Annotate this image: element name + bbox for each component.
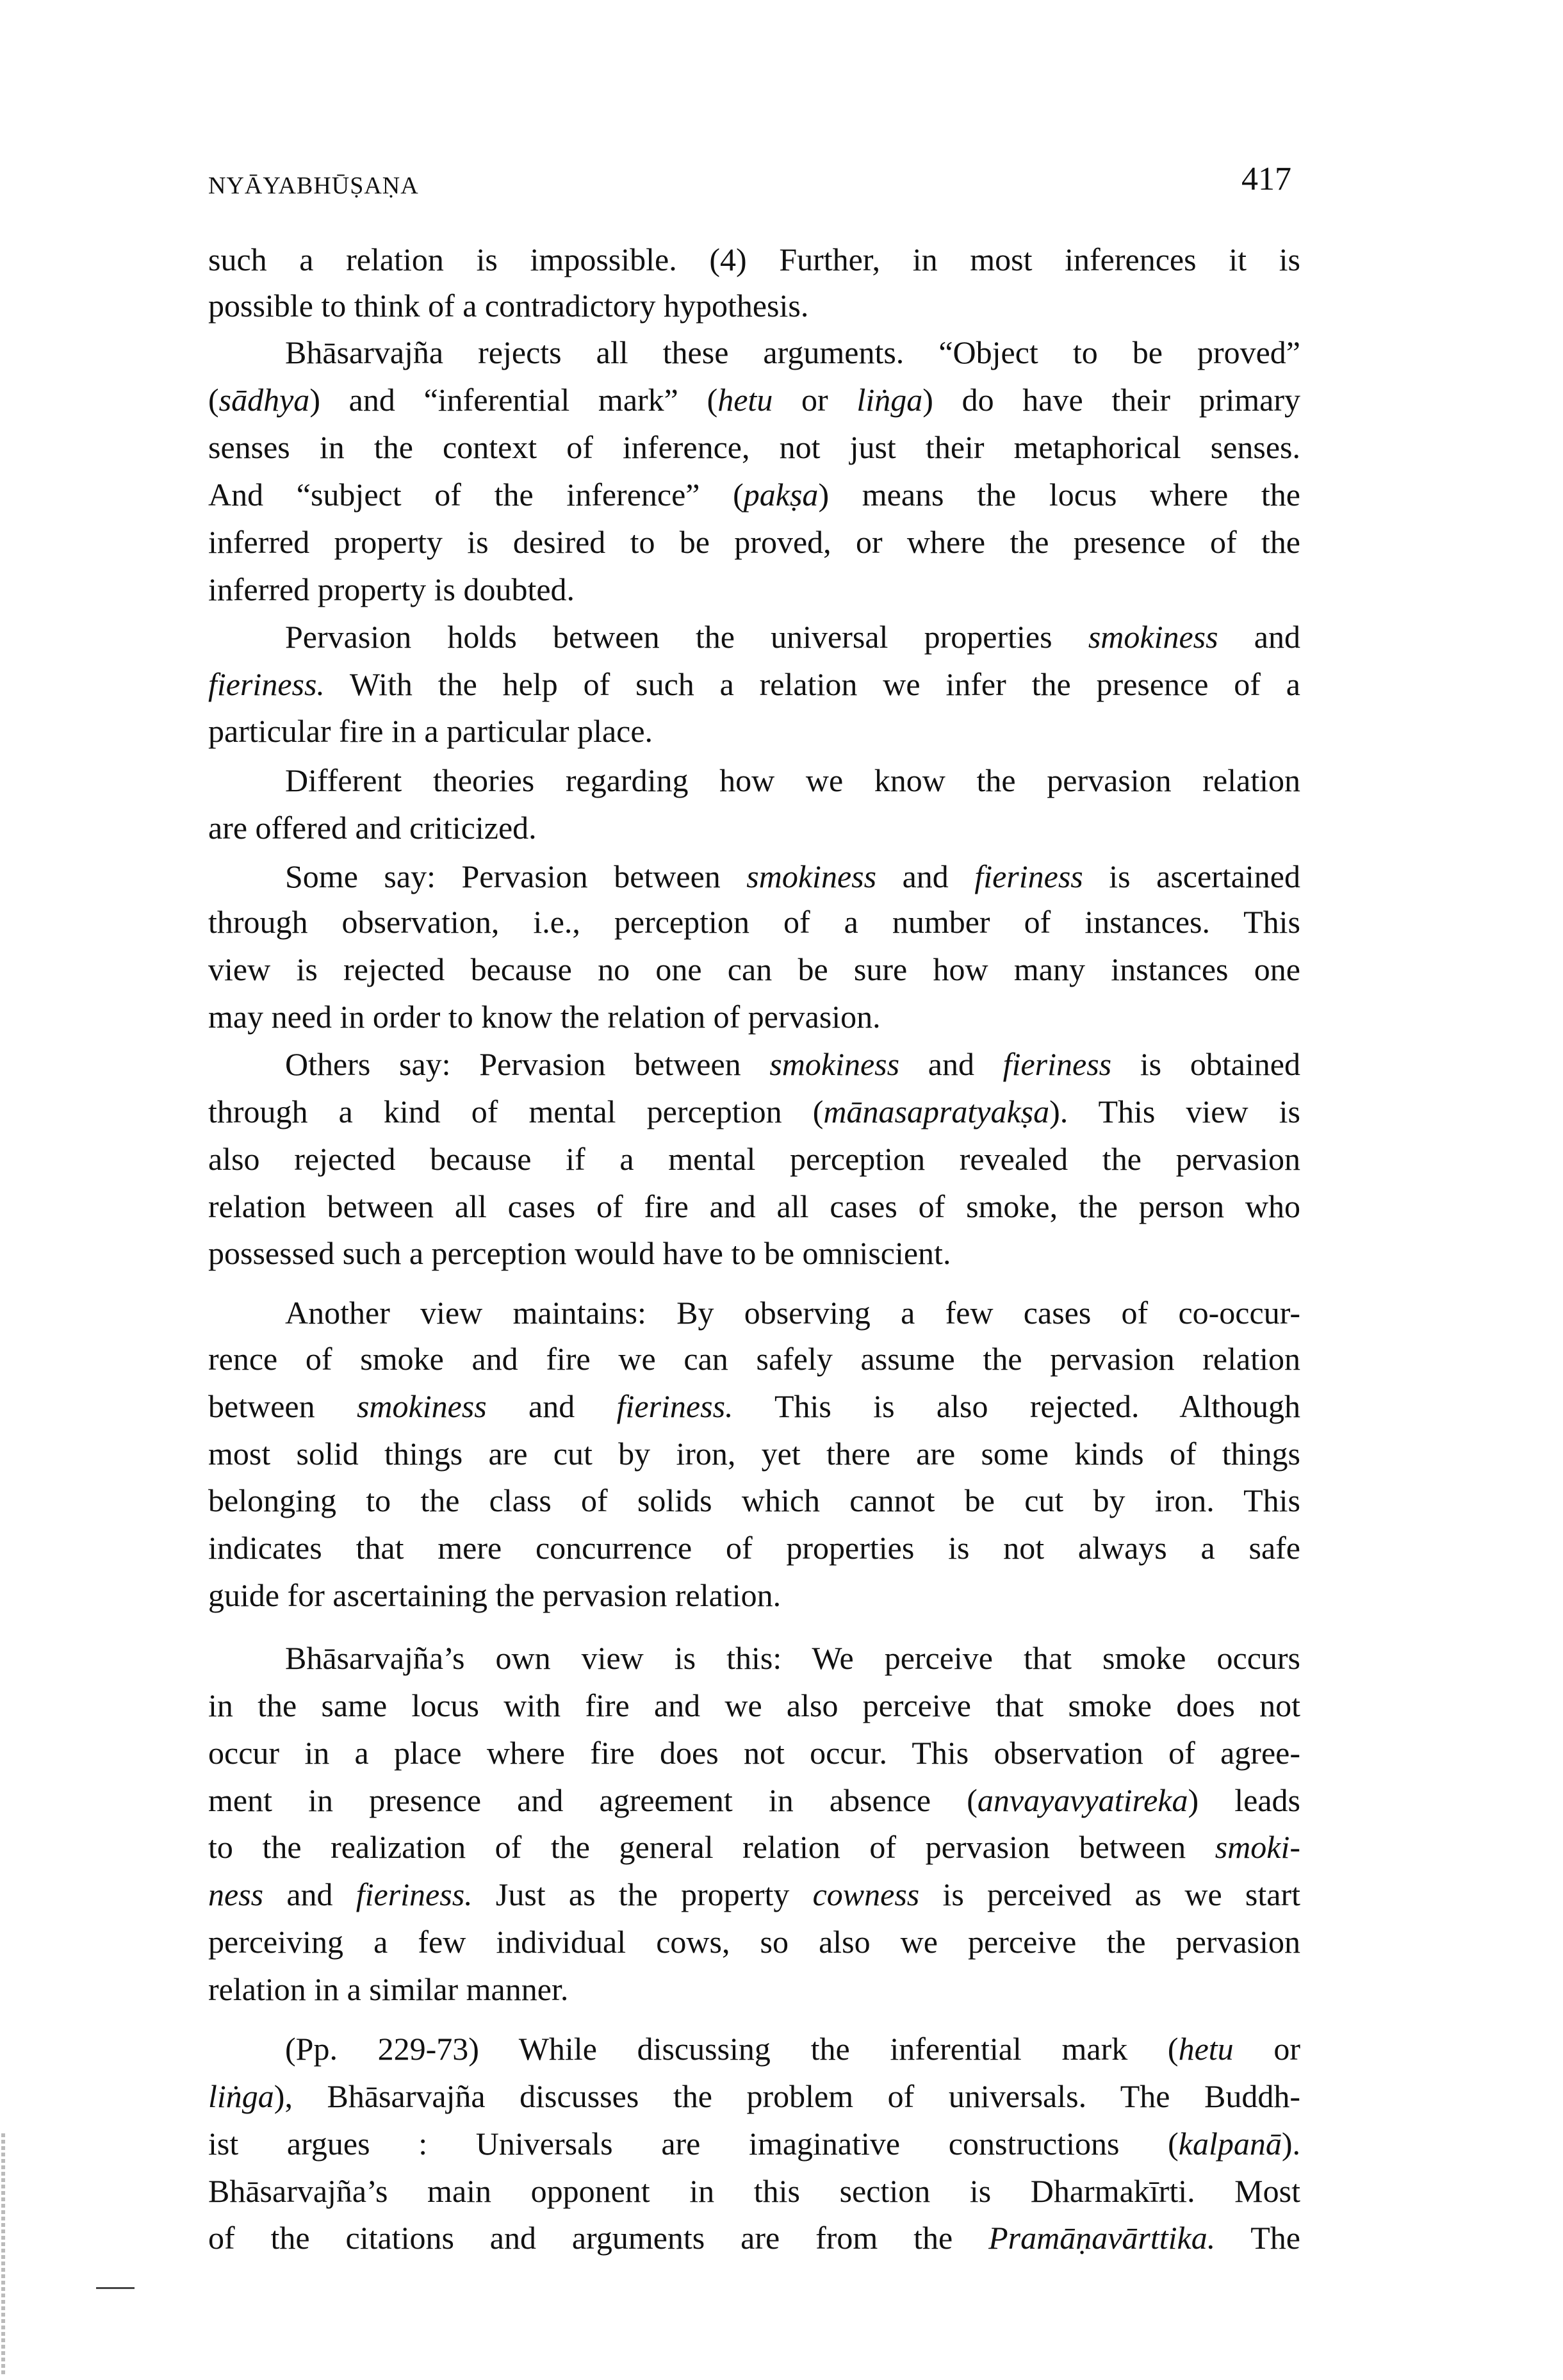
text-run: and <box>899 1046 1003 1082</box>
scan-edge <box>1 2133 5 2377</box>
text-line <box>208 805 1300 850</box>
text-run: through observation, i.e., perception of a number of instances. This <box>208 904 1300 940</box>
text-run: in the same locus with fire and we also perceive that smoke does not <box>208 1687 1300 1723</box>
italic-term: anvayavyatireka <box>977 1782 1188 1818</box>
text-run: ) leads <box>1188 1782 1300 1818</box>
text-line <box>208 1967 1300 2012</box>
text-run: or <box>773 382 857 418</box>
text-run: With the help of such a relation we infer the presence of a <box>324 666 1300 702</box>
text-line <box>208 2215 1300 2260</box>
text-line <box>285 758 1300 803</box>
text-run: Pervasion holds between the universal properties <box>285 619 1088 655</box>
text-run: occur in a place where fire does not occur. This observation of agree- <box>208 1735 1300 1771</box>
text-run: view is rejected because no one can be sure how many instances one <box>208 951 1300 987</box>
text-run: indicates that mere concurrence of properties is not always a safe <box>208 1530 1300 1566</box>
italic-term: sādhya <box>218 382 310 418</box>
text-line <box>208 1872 1300 1917</box>
text-line <box>208 237 1300 282</box>
text-run: relation in a similar manner. <box>208 1971 569 2007</box>
text-line <box>208 2169 1300 2213</box>
italic-term: fieriness. <box>616 1388 733 1424</box>
italic-term: cowness <box>812 1876 920 1912</box>
text-line <box>208 2121 1300 2166</box>
italic-term: smokiness <box>769 1046 900 1082</box>
text-run: ), Bhāsarvajña discusses the problem of universals. The Buddh- <box>274 2078 1300 2114</box>
text-run: Different theories regarding how we know the pervasion relation <box>285 762 1300 798</box>
italic-term: fieriness <box>974 858 1083 894</box>
text-run: guide for ascertaining the pervasion relation. <box>208 1577 782 1613</box>
text-line <box>208 1525 1300 1570</box>
text-run: and <box>263 1876 356 1912</box>
text-line <box>208 1478 1300 1523</box>
text-run: senses in the context of inference, not just their metaphorical senses. <box>208 429 1300 465</box>
text-line <box>208 425 1300 470</box>
text-run: is ascertained <box>1083 858 1300 894</box>
text-run: ) do have their primary <box>922 382 1301 418</box>
text-line <box>285 2026 1300 2071</box>
text-run: are offered and criticized. <box>208 810 537 846</box>
text-run: and <box>486 1388 617 1424</box>
text-run: ). <box>1281 2126 1300 2162</box>
italic-term: ness <box>208 1876 264 1912</box>
text-line <box>208 899 1300 944</box>
text-line <box>208 1336 1300 1381</box>
italic-term: kalpanā <box>1178 2126 1282 2162</box>
text-line <box>208 1089 1300 1134</box>
text-run: ). This view is <box>1049 1094 1301 1129</box>
text-line <box>208 283 1300 328</box>
text-run: or <box>1233 2031 1300 2067</box>
text-line <box>285 1042 1300 1087</box>
text-run: ) means the locus where the <box>818 477 1300 513</box>
text-run: Others say: Pervasion between <box>285 1046 770 1082</box>
text-line <box>208 1683 1300 1728</box>
text-run: inferred property is doubted. <box>208 571 575 607</box>
scan-mark <box>96 2287 135 2289</box>
text-run: and <box>876 858 975 894</box>
text-run: ) and “inferential mark” ( <box>309 382 718 418</box>
italic-term: smokiness <box>1088 619 1218 655</box>
italic-term: smokiness <box>746 858 877 894</box>
text-run: perceiving a few individual cows, so also we perceive the pervasion <box>208 1924 1300 1960</box>
text-line <box>208 1231 1300 1276</box>
text-line <box>208 994 1300 1039</box>
text-line <box>208 1431 1300 1476</box>
text-run: to the realization of the general relation of pervasion between <box>208 1829 1215 1865</box>
text-run: ment in presence and agreement in absence ( <box>208 1782 978 1818</box>
text-line <box>208 567 1300 612</box>
text-line <box>208 472 1300 517</box>
text-line <box>208 2074 1300 2119</box>
text-run: The <box>1215 2220 1300 2256</box>
italic-term: smoki- <box>1215 1829 1300 1865</box>
text-run: is perceived as we start <box>919 1876 1300 1912</box>
italic-term: pakṣa <box>743 477 819 513</box>
text-run: Bhāsarvajña rejects all these arguments. “Object to be proved” <box>285 334 1300 370</box>
text-run: This is also rejected. Although <box>733 1388 1301 1424</box>
text-run: particular fire in a particular place. <box>208 713 653 749</box>
text-run: between <box>208 1388 357 1424</box>
text-line <box>285 1290 1300 1335</box>
text-line <box>285 330 1300 375</box>
text-run: also rejected because if a mental perception revealed the pervasion <box>208 1141 1300 1177</box>
text-run: rence of smoke and fire we can safely assume the pervasion relation <box>208 1341 1300 1377</box>
text-run: through a kind of mental perception ( <box>208 1094 824 1129</box>
text-run: (Pp. 229-73) While discussing the inferential mark ( <box>285 2031 1179 2067</box>
text-run: inferred property is desired to be proved, or where the presence of the <box>208 524 1300 560</box>
italic-term: fieriness <box>1002 1046 1112 1082</box>
text-line <box>208 947 1300 992</box>
text-run: most solid things are cut by iron, yet there are some kinds of things <box>208 1436 1300 1472</box>
text-line <box>208 377 1300 422</box>
italic-term: smokiness <box>356 1388 487 1424</box>
text-run: relation between all cases of fire and all cases of smoke, the person who <box>208 1188 1300 1224</box>
running-head: NYĀYABHŪṢAṆA <box>208 172 419 199</box>
page-number: 417 <box>1241 161 1291 197</box>
text-line <box>208 1573 1300 1618</box>
text-line <box>208 1137 1300 1181</box>
text-run: of the citations and arguments are from the <box>208 2220 989 2256</box>
text-line <box>208 1384 1300 1429</box>
text-run: possible to think of a contradictory hypothesis. <box>208 288 809 324</box>
italic-term: fieriness. <box>208 666 325 702</box>
text-run: Another view maintains: By observing a few cases of co-occur- <box>285 1295 1300 1331</box>
text-run: And “subject of the inference” ( <box>208 477 744 513</box>
text-run: possessed such a perception would have to be omniscient. <box>208 1235 951 1271</box>
italic-term: hetu <box>1178 2031 1234 2067</box>
italic-term: liṅga <box>208 2078 274 2114</box>
text-line <box>285 1636 1300 1680</box>
text-line <box>208 1184 1300 1229</box>
text-line <box>285 614 1300 659</box>
text-run: Bhāsarvajña’s own view is this: We perceive that smoke occurs <box>285 1640 1300 1676</box>
text-line <box>208 520 1300 564</box>
text-run: Just as the property <box>472 1876 813 1912</box>
text-run: ist argues : Universals are imaginative constructions ( <box>208 2126 1179 2162</box>
italic-term: liṅga <box>856 382 923 418</box>
italic-term: fieriness. <box>356 1876 473 1912</box>
text-run: may need in order to know the relation of pervasion. <box>208 999 881 1035</box>
text-run: such a relation is impossible. (4) Further, in most inferences it is <box>208 242 1300 277</box>
text-line <box>208 1919 1300 1964</box>
text-line <box>208 662 1300 707</box>
text-run: Bhāsarvajña’s main opponent in this section is Dharmakīrti. Most <box>208 2173 1300 2209</box>
text-line <box>208 1825 1300 1869</box>
text-run: ( <box>208 382 219 418</box>
text-line <box>285 854 1300 899</box>
text-run: belonging to the class of solids which cannot be cut by iron. This <box>208 1482 1300 1518</box>
text-line <box>208 709 1300 753</box>
text-line <box>208 1778 1300 1823</box>
text-run: and <box>1218 619 1301 655</box>
italic-term: Pramāṇavārttika. <box>988 2220 1216 2256</box>
text-run: Some say: Pervasion between <box>285 858 747 894</box>
italic-term: mānasapratyakṣa <box>823 1094 1050 1129</box>
text-run: is obtained <box>1111 1046 1300 1082</box>
italic-term: hetu <box>717 382 773 418</box>
text-line <box>208 1730 1300 1775</box>
